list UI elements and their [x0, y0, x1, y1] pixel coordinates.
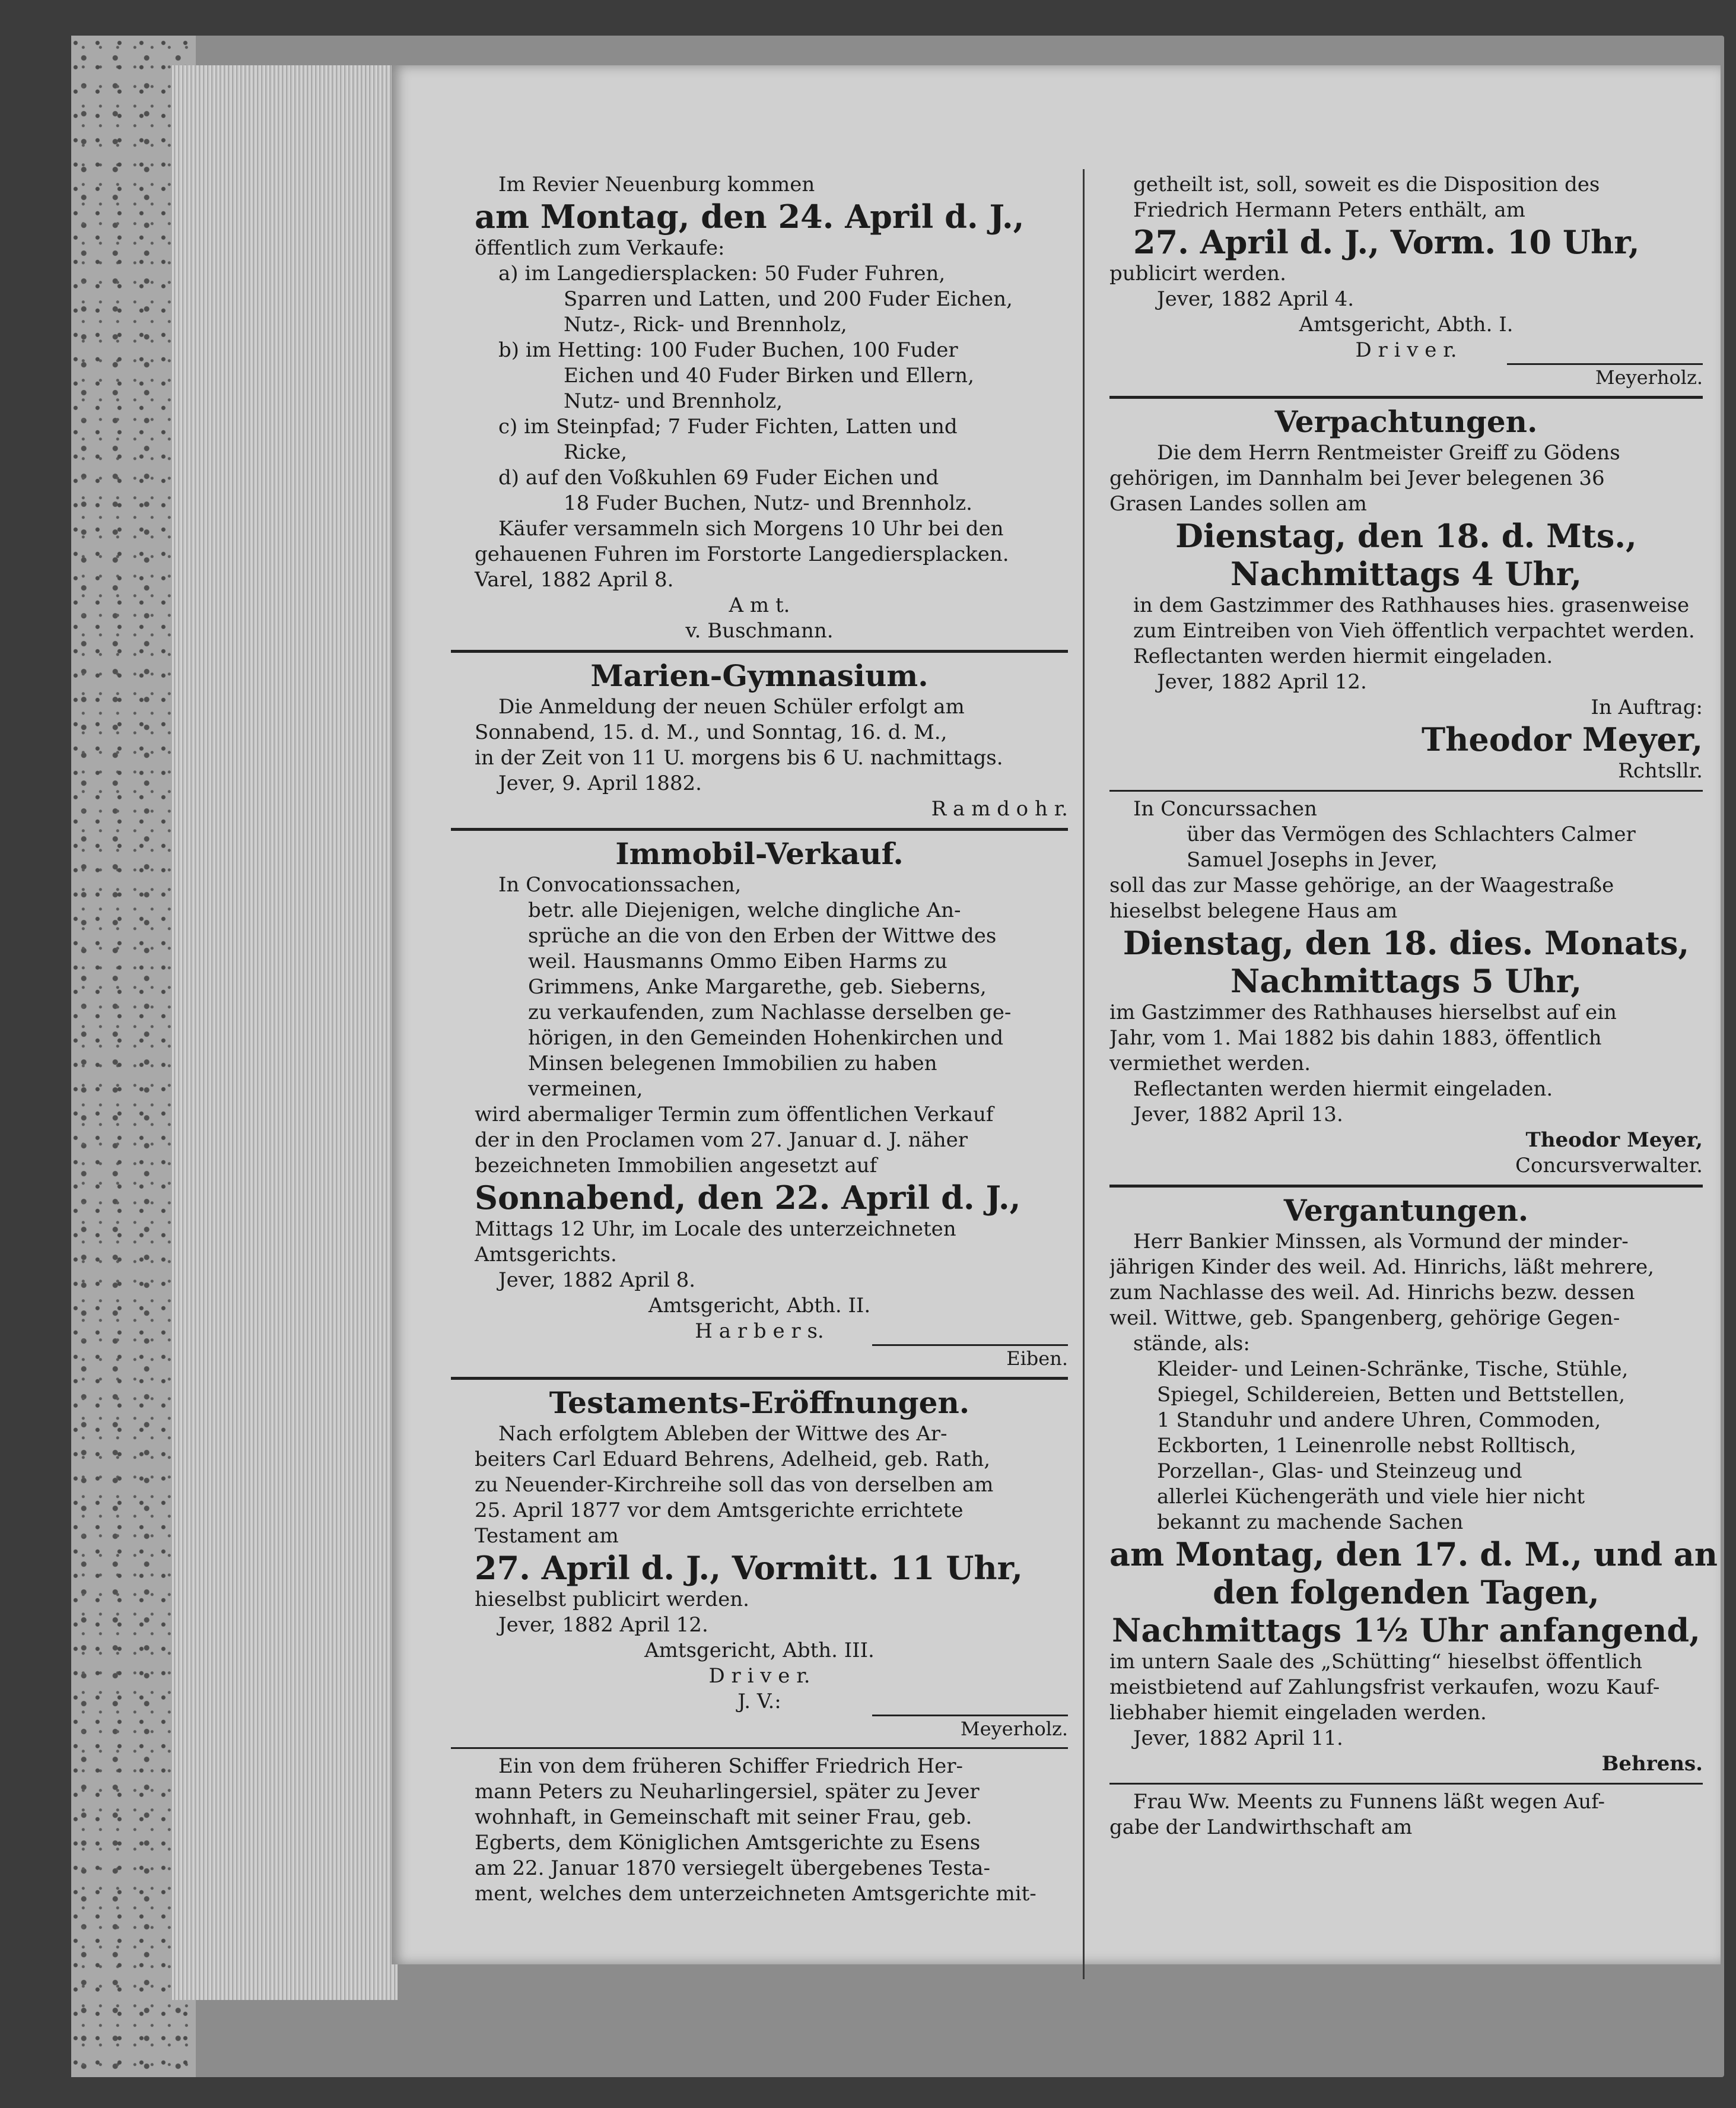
- notice-line: beiters Carl Eduard Behrens, Adelheid, geb. Rath,: [475, 1447, 991, 1471]
- notice-line: Jahr, vom 1. Mai 1882 bis dahin 1883, öffentlich: [1109, 1026, 1602, 1050]
- notice-line: bezeichneten Immobilien angesetzt auf: [475, 1154, 877, 1177]
- notice-line: gabe der Landwirthschaft am: [1109, 1815, 1413, 1839]
- section-rule: [451, 828, 1068, 831]
- notice-line: wird abermaliger Termin zum öffentlichen Verkauf: [475, 1103, 994, 1126]
- notice-line: vermeinen,: [528, 1077, 643, 1101]
- notice-line: vermiethet werden.: [1109, 1052, 1311, 1075]
- signature: Behrens.: [1601, 1752, 1703, 1776]
- date-headline: Sonnabend, den 22. April d. J.,: [475, 1179, 1021, 1217]
- notice-line: Egberts, dem Königlichen Amtsgerichte zu Esens: [475, 1831, 981, 1855]
- place-date: Jever, 1882 April 13.: [1133, 1103, 1343, 1126]
- notice-line: Mittags 12 Uhr, im Locale des unterzeichneten: [475, 1217, 956, 1241]
- notice-meents: [1109, 1789, 1703, 1840]
- authority: Amtsgericht, Abth. I.: [1299, 313, 1514, 336]
- notice-line: Testament am: [475, 1524, 619, 1548]
- list-item: Kleider- und Leinen-Schränke, Tische, Stühle,: [1157, 1357, 1629, 1381]
- time-headline: Nachmittags 1½ Uhr anfangend,: [1112, 1611, 1700, 1649]
- notice-line: im Gastzimmer des Rathhauses hierselbst auf ein: [1109, 1001, 1617, 1024]
- list-item: Porzellan-, Glas- und Steinzeug und: [1157, 1459, 1522, 1483]
- list-item: Eichen und 40 Fuder Birken und Ellern,: [564, 364, 974, 388]
- notice-line: hieselbst belegene Haus am: [1109, 899, 1398, 923]
- notice-line: liebhaber hiemit eingeladen werden.: [1109, 1701, 1487, 1725]
- place-date: Jever, 1882 April 8.: [498, 1268, 696, 1292]
- notice-schiffer-continued: [1109, 172, 1703, 390]
- section-rule: [1109, 1185, 1703, 1188]
- list-item: Ricke,: [564, 440, 628, 464]
- notice-neuenburg: [451, 172, 1068, 644]
- notice-line: hörigen, in den Gemeinden Hohenkirchen und: [528, 1026, 1004, 1050]
- list-item: Sparren und Latten, und 200 Fuder Eichen,: [564, 287, 1013, 311]
- left-column: [451, 172, 1068, 1907]
- notice-line: publicirt werden.: [1109, 262, 1286, 285]
- authority: Amtsgericht, Abth. II.: [648, 1294, 871, 1318]
- notice-line: Samuel Josephs in Jever,: [1187, 848, 1438, 872]
- section-heading: Vergantungen.: [1283, 1193, 1529, 1228]
- notice-line: Die dem Herrn Rentmeister Greiff zu Gödens: [1157, 441, 1620, 465]
- date-headline: 27. April d. J., Vorm. 10 Uhr,: [1133, 223, 1640, 261]
- notice-line: in dem Gastzimmer des Rathhauses hies. grasenweise: [1133, 593, 1690, 617]
- list-item: 1 Standuhr und andere Uhren, Commoden,: [1157, 1408, 1601, 1432]
- list-item: 18 Fuder Buchen, Nutz- und Brennholz.: [564, 491, 972, 515]
- list-item: Eckborten, 1 Leinenrolle nebst Rolltisch,: [1157, 1434, 1576, 1458]
- list-item: b) im Hetting: 100 Fuder Buchen, 100 Fuder: [498, 338, 958, 362]
- notice-line: Käufer versammeln sich Morgens 10 Uhr bei den: [498, 517, 1004, 541]
- signature: R a m d o h r.: [931, 797, 1068, 821]
- section-heading: Immobil-Verkauf.: [615, 836, 904, 871]
- notice-line: stände, als:: [1133, 1332, 1250, 1355]
- notice-line: jährigen Kinder des weil. Ad. Hinrichs, läßt mehrere,: [1109, 1255, 1654, 1279]
- notice-line: gehörigen, im Dannhalm bei Jever belegenen 36: [1109, 466, 1605, 490]
- place-date: Jever, 1882 April 4.: [1157, 287, 1355, 311]
- signature: D r i v e r.: [1355, 338, 1457, 362]
- section-rule: [451, 1377, 1068, 1380]
- notice-gymnasium: [451, 658, 1068, 822]
- date-headline: am Montag, den 17. d. M., und an: [1109, 1535, 1718, 1573]
- clerk-signature: Meyerholz.: [872, 1715, 1068, 1741]
- notice-line: im untern Saale des „Schütting“ hieselbst öffentlich: [1109, 1650, 1643, 1674]
- notice-line: mann Peters zu Neuharlingersiel, später zu Jever: [475, 1780, 980, 1804]
- section-heading: Marien-Gymnasium.: [590, 658, 929, 693]
- signature: H a r b e r s.: [695, 1319, 824, 1343]
- notice-concurs: [1109, 796, 1703, 1179]
- notice-schiffer: [451, 1754, 1068, 1907]
- time-headline: Nachmittags 5 Uhr,: [1230, 962, 1582, 1000]
- notice-line: Sonnabend, 15. d. M., und Sonntag, 16. d. M.,: [475, 720, 948, 744]
- authority: In Auftrag:: [1591, 696, 1703, 719]
- notice-line: meistbietend auf Zahlungsfrist verkaufen, wozu Kauf-: [1109, 1675, 1660, 1699]
- place-date: Varel, 1882 April 8.: [475, 568, 674, 592]
- date-headline: am Montag, den 24. April d. J.,: [475, 198, 1025, 236]
- notice-vergantungen: [1109, 1192, 1718, 1777]
- section-rule: [451, 650, 1068, 653]
- list-item: c) im Steinpfad; 7 Fuder Fichten, Latten und: [498, 415, 958, 439]
- notice-line: Herr Bankier Minssen, als Vormund der minder-: [1133, 1230, 1629, 1253]
- signature: v. Buschmann.: [685, 619, 834, 643]
- notice-line: Frau Ww. Meents zu Funnens läßt wegen Auf-: [1133, 1790, 1605, 1814]
- time-headline: Nachmittags 4 Uhr,: [1230, 555, 1582, 593]
- authority: A m t.: [729, 593, 790, 617]
- section-rule: [451, 1747, 1068, 1749]
- list-item: Spiegel, Schildereien, Betten und Bettstellen,: [1157, 1383, 1626, 1407]
- date-headline: Dienstag, den 18. dies. Monats,: [1123, 924, 1690, 962]
- notice-verpachtungen: [1109, 404, 1703, 784]
- list-item: Nutz- und Brennholz,: [564, 389, 783, 413]
- notice-line: zu Neuender-Kirchreihe soll das von derselben am: [475, 1473, 994, 1497]
- list-item: bekannt zu machende Sachen: [1157, 1510, 1464, 1534]
- notice-line: Amtsgerichts.: [475, 1243, 617, 1266]
- place-date: Jever, 9. April 1882.: [498, 772, 702, 795]
- notice-line: betr. alle Diejenigen, welche dingliche An-: [528, 899, 961, 922]
- notice-immobil: [451, 836, 1068, 1371]
- place-date: Jever, 1882 April 12.: [498, 1613, 708, 1637]
- notice-line: Ein von dem früheren Schiffer Friedrich Her-: [498, 1754, 963, 1778]
- section-rule: [1109, 396, 1703, 399]
- notice-line: Im Revier Neuenburg kommen: [498, 173, 815, 196]
- list-item: allerlei Küchengeräth und viele hier nicht: [1157, 1485, 1585, 1509]
- notice-line: In Concurssachen: [1133, 797, 1317, 821]
- page-edges: [172, 65, 398, 2000]
- notice-line: Grimmens, Anke Margarethe, geb. Sieberns,: [528, 975, 987, 999]
- notice-line: in der Zeit von 11 U. morgens bis 6 U. nachmittags.: [475, 746, 1003, 770]
- notice-line: Reflectanten werden hiermit eingeladen.: [1133, 1077, 1553, 1101]
- notice-line: sprüche an die von den Erben der Wittwe des: [528, 924, 997, 948]
- notice-line: In Convocationssachen,: [498, 873, 742, 897]
- list-item: d) auf den Voßkuhlen 69 Fuder Eichen und: [498, 466, 939, 490]
- notice-line: zum Nachlasse des weil. Ad. Hinrichs bezw. dessen: [1109, 1281, 1635, 1304]
- place-date: Jever, 1882 April 11.: [1133, 1726, 1343, 1750]
- newspaper-page: [392, 65, 1721, 1964]
- signature: Theodor Meyer,: [1421, 720, 1703, 758]
- notice-line: getheilt ist, soll, soweit es die Disposition des: [1133, 173, 1600, 196]
- notice-line: am 22. Januar 1870 versiegelt übergebenes Testa-: [475, 1856, 990, 1880]
- authority: Amtsgericht, Abth. III.: [644, 1639, 875, 1662]
- list-item: Nutz-, Rick- und Brennholz,: [564, 313, 847, 336]
- notice-line: Minsen belegenen Immobilien zu haben: [528, 1052, 937, 1075]
- signer-title: Rchtsllr.: [1618, 759, 1703, 783]
- date-headline: den folgenden Tagen,: [1213, 1573, 1600, 1611]
- section-rule: [1109, 1783, 1703, 1785]
- notice-line: gehauenen Fuhren im Forstorte Langediersplacken.: [475, 542, 1009, 566]
- notice-line: weil. Wittwe, geb. Spangenberg, gehörige Gegen-: [1109, 1306, 1620, 1330]
- notice-line: Grasen Landes sollen am: [1109, 492, 1367, 516]
- notice-line: Friedrich Hermann Peters enthält, am: [1133, 198, 1525, 222]
- notice-line: Reflectanten werden hiermit eingeladen.: [1133, 645, 1553, 668]
- notice-testament: [451, 1385, 1068, 1741]
- date-headline: Dienstag, den 18. d. Mts.,: [1175, 517, 1637, 555]
- notice-line: soll das zur Masse gehörige, an der Waagestraße: [1109, 874, 1614, 897]
- notice-line: zum Eintreiben von Vieh öffentlich verpachtet werden.: [1133, 619, 1695, 643]
- notice-line: ment, welches dem unterzeichneten Amtsgerichte mit-: [475, 1882, 1036, 1906]
- clerk-signature: Meyerholz.: [1507, 363, 1703, 390]
- notice-line: der in den Proclamen vom 27. Januar d. J. näher: [475, 1128, 968, 1152]
- clerk-signature: Eiben.: [872, 1344, 1068, 1371]
- right-column: [1109, 172, 1718, 1840]
- notice-line: Nach erfolgtem Ableben der Wittwe des Ar-: [498, 1422, 948, 1446]
- notice-line: hieselbst publicirt werden.: [475, 1588, 749, 1611]
- section-rule: [1109, 790, 1703, 792]
- notice-line: über das Vermögen des Schlachters Calmer: [1187, 823, 1636, 846]
- date-headline: 27. April d. J., Vormitt. 11 Uhr,: [475, 1549, 1023, 1587]
- notice-line: zu verkaufenden, zum Nachlasse derselben ge-: [528, 1001, 1012, 1024]
- deputy-mark: J. V.:: [737, 1690, 781, 1713]
- signature: Theodor Meyer,: [1525, 1128, 1703, 1152]
- list-item: a) im Langediersplacken: 50 Fuder Fuhren,: [498, 262, 946, 285]
- notice-line: wohnhaft, in Gemeinschaft mit seiner Frau, geb.: [475, 1805, 972, 1829]
- notice-line: öffentlich zum Verkaufe:: [475, 236, 725, 260]
- notice-line: Die Anmeldung der neuen Schüler erfolgt am: [498, 695, 965, 719]
- signer-title: Concursverwalter.: [1515, 1154, 1703, 1177]
- column-divider: [1083, 169, 1085, 1979]
- notice-line: weil. Hausmanns Ommo Eiben Harms zu: [528, 950, 948, 973]
- section-heading: Testaments-Eröffnungen.: [549, 1385, 970, 1420]
- notice-line: 25. April 1877 vor dem Amtsgerichte errichtete: [475, 1499, 964, 1522]
- signature: D r i v e r.: [708, 1664, 810, 1688]
- section-heading: Verpachtungen.: [1274, 404, 1538, 439]
- place-date: Jever, 1882 April 12.: [1157, 670, 1367, 694]
